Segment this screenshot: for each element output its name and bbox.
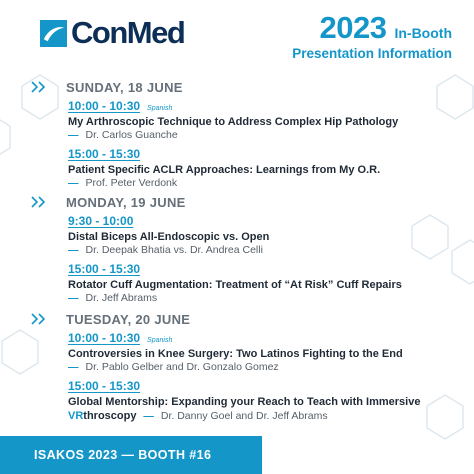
day-monday bbox=[30, 193, 450, 305]
session-title: Global Mentorship: Expanding your Reach to Teach with Immersive bbox=[68, 396, 421, 408]
session-time: 10:00 - 10:30 bbox=[68, 99, 141, 113]
session-language: Spanish bbox=[147, 337, 173, 344]
day-title: TUESDAY, 20 JUNE bbox=[66, 311, 191, 327]
day-title: MONDAY, 19 JUNE bbox=[66, 194, 186, 210]
header-subtitle: Presentation Information bbox=[292, 46, 452, 61]
session-title: My Arthroscopic Technique to Address Complex Hip Pathology bbox=[68, 116, 399, 128]
footer-booth-banner bbox=[0, 436, 262, 474]
session-item bbox=[68, 262, 450, 305]
vr-highlight: VR bbox=[68, 410, 84, 422]
double-chevron-icon bbox=[30, 81, 48, 93]
session-item bbox=[68, 379, 450, 423]
session-title: Distal Biceps All-Endoscopic vs. Open bbox=[68, 231, 270, 243]
conmed-swoosh-icon bbox=[40, 20, 67, 47]
session-item bbox=[68, 99, 450, 142]
session-speakers: — Dr. Pablo Gelber and Dr. Gonzalo Gomez bbox=[68, 361, 279, 373]
header-year: 2023 bbox=[319, 10, 387, 45]
header-title bbox=[292, 10, 452, 62]
day-tuesday bbox=[30, 310, 450, 423]
session-time: 9:30 - 10:00 bbox=[68, 214, 134, 228]
conmed-logo bbox=[40, 15, 185, 50]
session-speakers: — Prof. Peter Verdonk bbox=[68, 177, 178, 189]
day-header bbox=[30, 310, 450, 328]
session-item bbox=[68, 331, 450, 374]
title-line2-rest: throscopy bbox=[83, 410, 137, 422]
session-time: 15:00 - 15:30 bbox=[68, 262, 141, 276]
session-speakers: — Dr. Carlos Guanche bbox=[68, 129, 178, 141]
footer-label: ISAKOS 2023 — BOOTH #16 bbox=[34, 448, 212, 462]
day-title: SUNDAY, 18 JUNE bbox=[66, 79, 183, 95]
logo-text: ConMed bbox=[71, 15, 185, 50]
header-in-booth: In-Booth bbox=[394, 25, 452, 41]
session-title: Rotator Cuff Augmentation: Treatment of “At Risk” Cuff Repairs bbox=[68, 279, 402, 291]
session-speakers: — Dr. Deepak Bhatia vs. Dr. Andrea Celli bbox=[68, 244, 263, 256]
session-time: 15:00 - 15:30 bbox=[68, 147, 141, 161]
day-header bbox=[30, 193, 450, 211]
day-sunday bbox=[30, 78, 450, 190]
session-language: Spanish bbox=[147, 105, 173, 112]
session-item bbox=[68, 214, 450, 257]
session-item bbox=[68, 147, 450, 190]
session-speakers: — Dr. Jeff Abrams bbox=[68, 292, 158, 304]
session-title: Patient Specific ACLR Approaches: Learnings from My O.R. bbox=[68, 164, 381, 176]
session-title: Controversies in Knee Surgery: Two Latinos Fighting to the End bbox=[68, 348, 403, 360]
day-header bbox=[30, 78, 450, 96]
session-speakers: VRthroscopy — Dr. Danny Goel and Dr. Jeff Abrams bbox=[68, 410, 328, 422]
session-time: 10:00 - 10:30 bbox=[68, 331, 141, 345]
double-chevron-icon bbox=[30, 196, 48, 208]
session-time: 15:00 - 15:30 bbox=[68, 379, 141, 393]
double-chevron-icon bbox=[30, 313, 48, 325]
